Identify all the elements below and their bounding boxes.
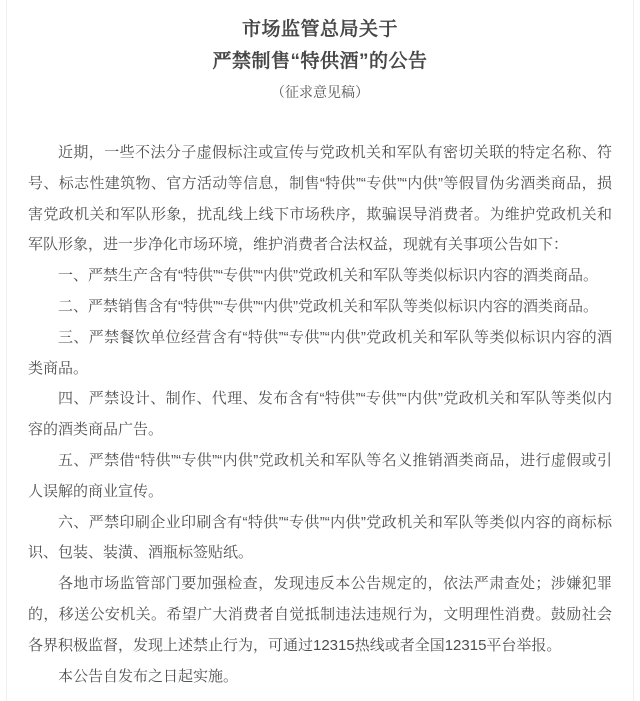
paragraph-enforcement: 各地市场监管部门要加强检查，发现违反本公告规定的，依法严肃查处；涉嫌犯罪的，移送公安机关。希望广大消费者自觉抵制违法违规行为，文明理性消费。鼓励社会各界积极监督，发现上述禁止行为，可通过12315热线或者全国12315平台举报。 <box>28 575 612 654</box>
doc-subtitle-draft-label: （征求意见稿） <box>271 84 369 100</box>
paragraph-item-6: 六、严禁印刷企业印刷含有“特供”“专供”“内供”党政机关和军队等类似内容的商标标识、包装、装潢、酒瓶标签贴纸。 <box>28 513 612 562</box>
paragraph-item-5: 五、严禁借“特供”“专供”“内供”党政机关和军队等名义推销酒类商品，进行虚假或引人误解的商业宣传。 <box>28 451 612 500</box>
paragraph-item-2: 二、严禁销售含有“特供”“专供”“内供”党政机关和军队等类似标识内容的酒类商品。 <box>58 297 598 315</box>
paragraph-item-4: 四、严禁设计、制作、代理、发布含有“特供”“专供”“内供”党政机关和军队等类似内容的酒类商品广告。 <box>28 390 612 439</box>
paragraph-item-3: 三、严禁餐饮单位经营含有“特供”“专供”“内供”党政机关和军队等类似标识内容的酒类商品。 <box>28 328 612 377</box>
paragraph-item-1: 一、严禁生产含有“特供”“专供”“内供”党政机关和军队等类似标识内容的酒类商品。 <box>58 267 598 285</box>
paragraph-intro: 近期，一些不法分子虚假标注或宣传与党政机关和军队有密切关联的特定名称、符号、标志性建筑物、官方活动等信息，制售“特供”“专供”“内供”等假冒伪劣酒类商品，损害党政机关和军队形象，扰乱线上线下市场秩序，欺骗误导消费者。为维护党政机关和军队形象，进一步净化市场环境，维护消费者合法权益，现就有关事项公告如下： <box>28 144 612 254</box>
doc-body <box>0 138 640 692</box>
title-block <box>0 0 640 106</box>
doc-title-line-1: 市场监管总局关于 <box>241 19 398 40</box>
paragraph-effective-date: 本公告自发布之日起实施。 <box>58 667 239 685</box>
doc-title-line-2: 严禁制售“特供酒”的公告 <box>212 51 428 72</box>
